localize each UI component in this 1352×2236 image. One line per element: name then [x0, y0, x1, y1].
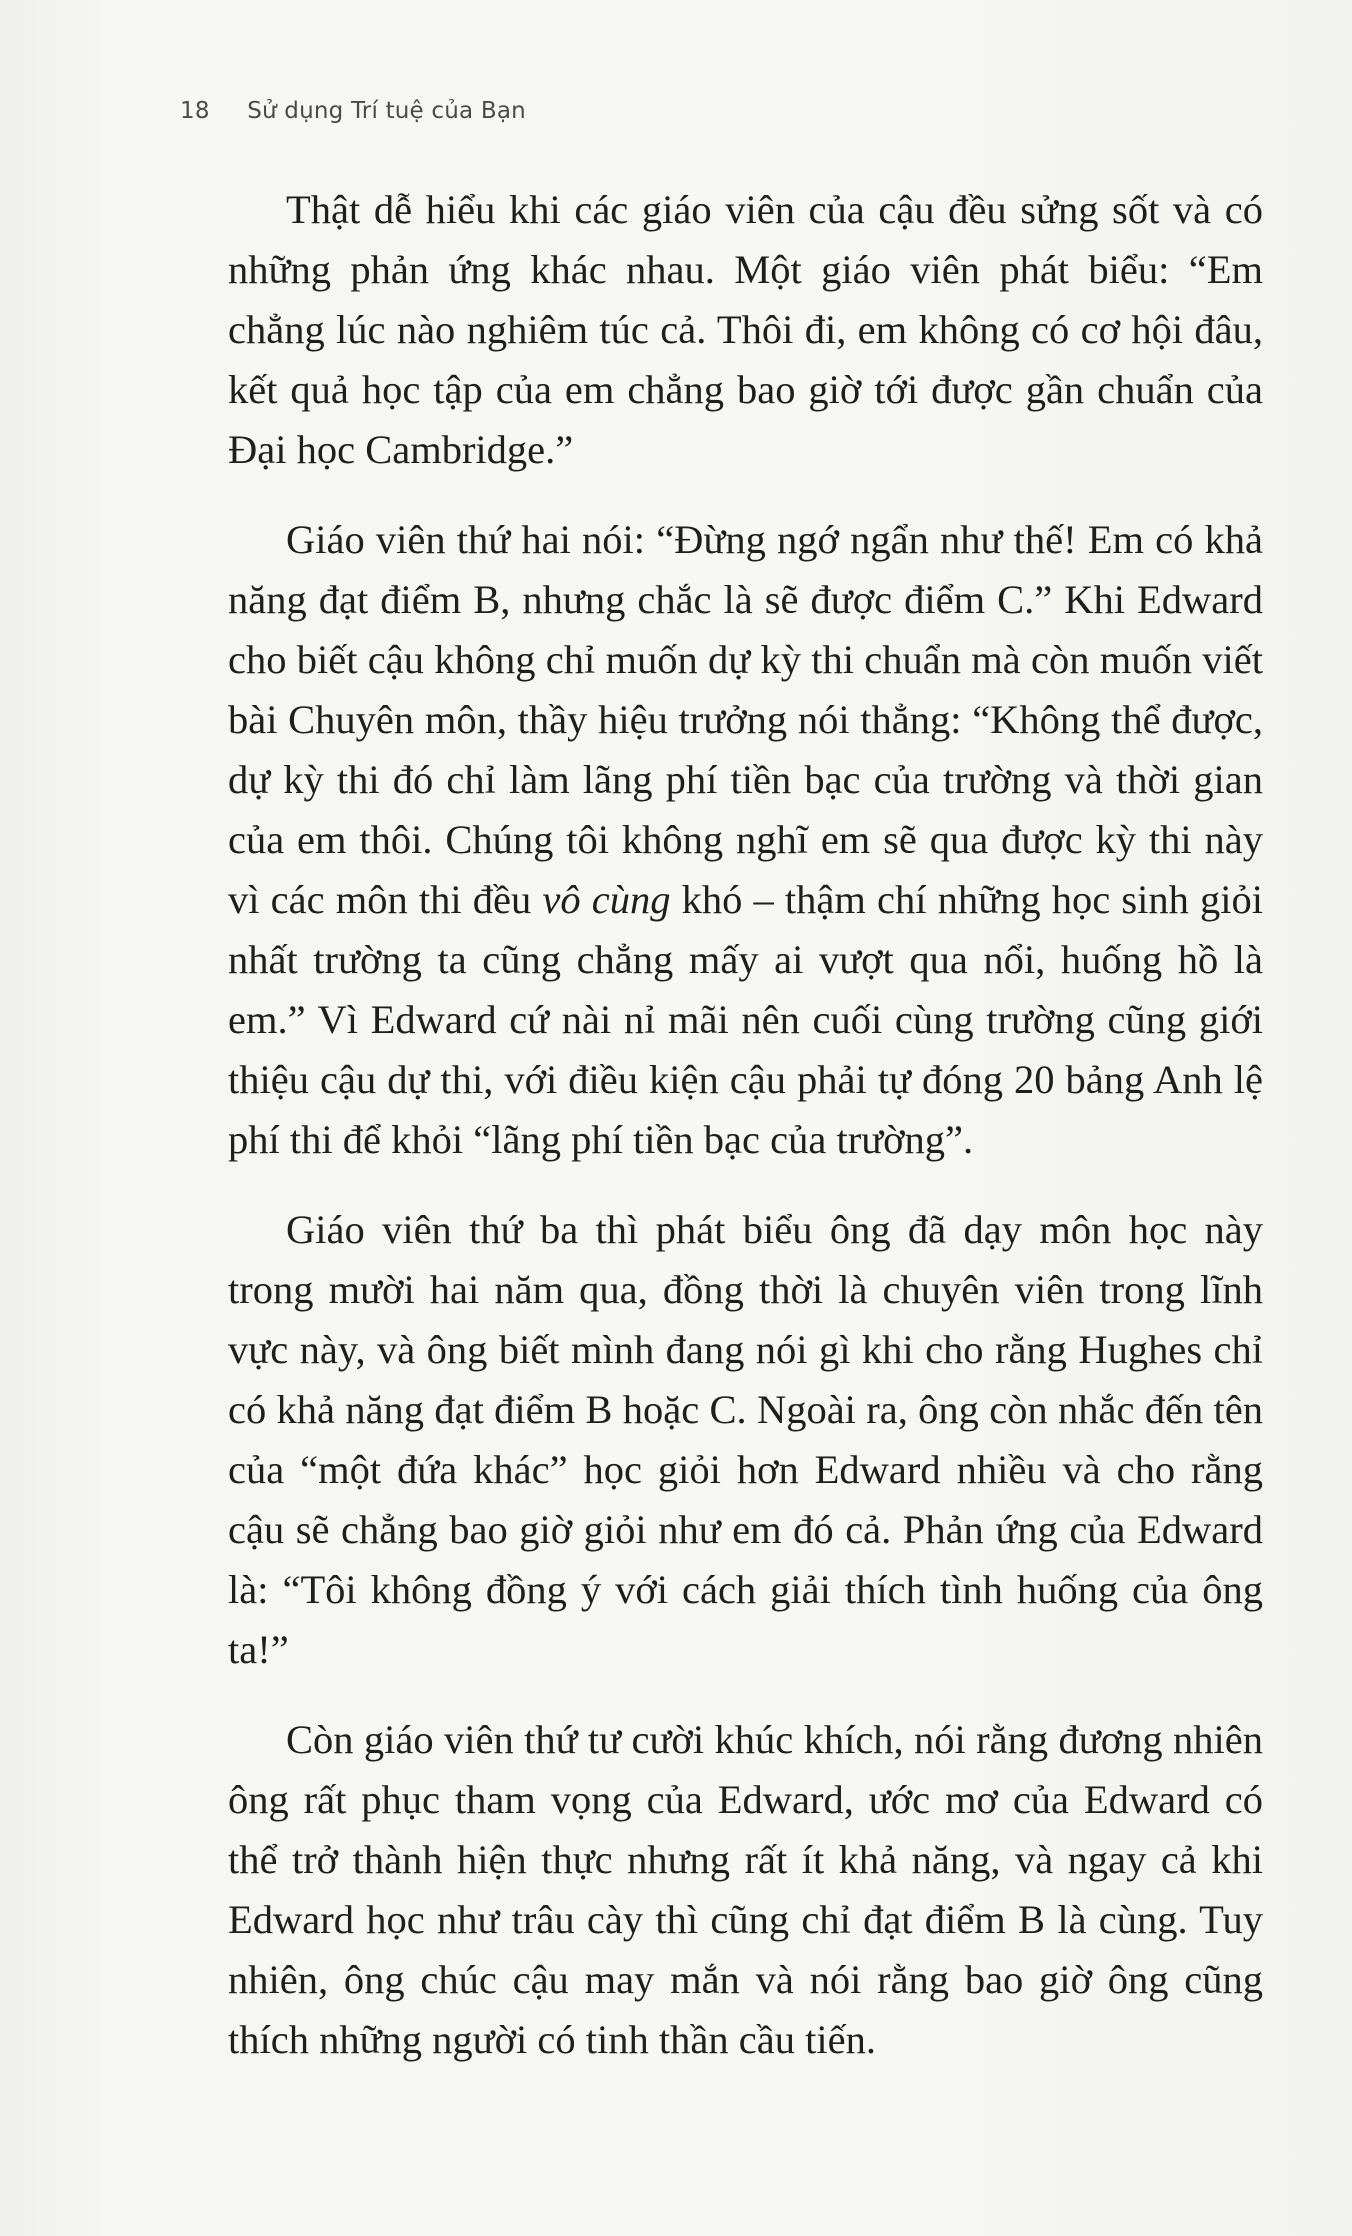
running-title: Sử dụng Trí tuệ của Bạn [247, 98, 526, 124]
paragraph-4: Còn giáo viên thứ tư cười khúc khích, nói rằng đương nhiên ông rất phục tham vọng của Edward, ước mơ của Edward có thể trở thành hiện thực nhưng rất ít khả năng, và ngay cả khi Edward học như trâu cày thì cũng chỉ đạt điểm B là cùng. Tuy nhiên, ông chúc cậu may mắn và nói rằng bao giờ ông cũng thích những người có tinh thần cầu tiến. [228, 1717, 1263, 2062]
paragraph-1: Thật dễ hiểu khi các giáo viên của cậu đều sửng sốt và có những phản ứng khác nhau. Một giáo viên phát biểu: “Em chẳng lúc nào nghiêm túc cả. Thôi đi, em không có cơ hội đâu, kết quả học tập của em chẳng bao giờ tới được gần chuẩn của Đại học Cambridge.” [228, 187, 1263, 472]
paragraph-2 [228, 510, 1263, 1170]
paragraph-2-text-b: khó – thậm chí những học sinh giỏi nhất trường ta cũng chẳng mấy ai vượt qua nổi, huống hồ là em.” Vì Edward cứ nài nỉ mãi nên cuối cùng trường cũng giới thiệu cậu dự thi, với điều kiện cậu phải tự đóng 20 bảng Anh lệ phí thi để khỏi “lãng phí tiền bạc của trường”. [228, 877, 1263, 1162]
paragraph-2-text-a: Giáo viên thứ hai nói: “Đừng ngớ ngẩn như thế! Em có khả năng đạt điểm B, nhưng chắc là sẽ được điểm C.” Khi Edward cho biết cậu không chỉ muốn dự kỳ thi chuẩn mà còn muốn viết bài Chuyên môn, thầy hiệu trưởng nói thẳng: “Không thể được, dự kỳ thi đó chỉ làm lãng phí tiền bạc của trường và thời gian của em thôi. Chúng tôi không nghĩ em sẽ qua được kỳ thi này vì các môn thi đều [228, 517, 1263, 922]
running-head [180, 98, 526, 124]
page-number: 18 [180, 98, 210, 124]
body-text [228, 180, 1263, 2100]
paragraph-3: Giáo viên thứ ba thì phát biểu ông đã dạy môn học này trong mười hai năm qua, đồng thời là chuyên viên trong lĩnh vực này, và ông biết mình đang nói gì khi cho rằng Hughes chỉ có khả năng đạt điểm B hoặc C. Ngoài ra, ông còn nhắc đến tên của “một đứa khác” học giỏi hơn Edward nhiều và cho rằng cậu sẽ chẳng bao giờ giỏi như em đó cả. Phản ứng của Edward là: “Tôi không đồng ý với cách giải thích tình huống của ông ta!” [228, 1207, 1263, 1672]
emphasis-text: vô cùng [542, 877, 671, 922]
